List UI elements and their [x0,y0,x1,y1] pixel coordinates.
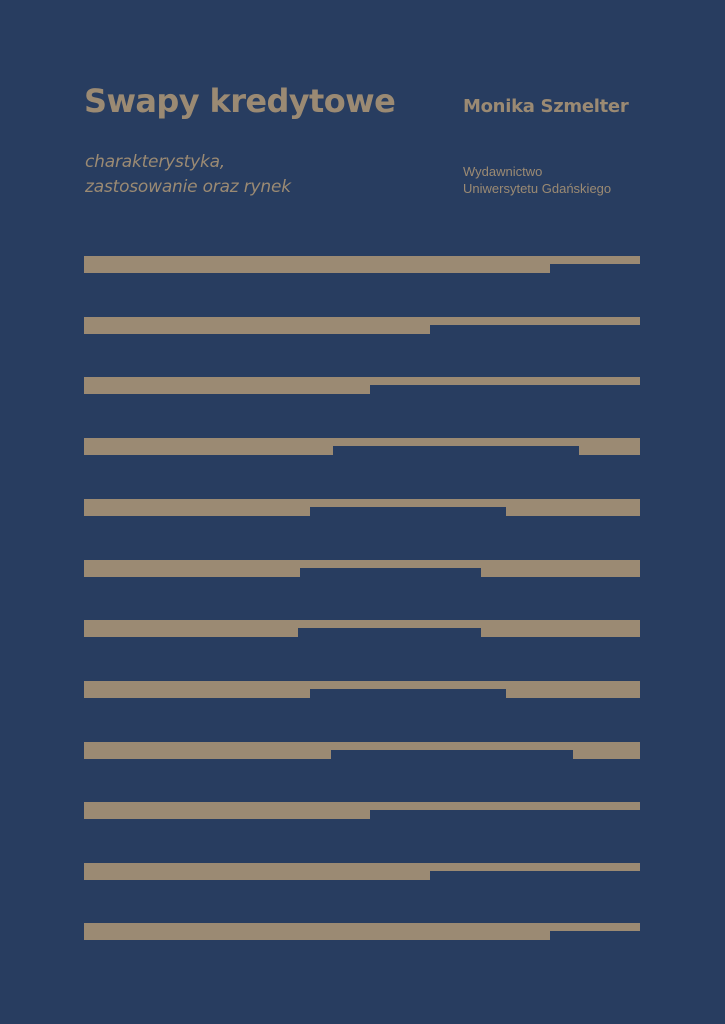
stripe-thick-segment [506,499,640,516]
stripe-thick-segment [84,377,370,394]
stripe-thick-segment [84,256,550,273]
stripe-4 [84,438,640,455]
stripe-3 [84,377,640,394]
stripe-thick-segment [84,620,298,637]
author-name: Monika Szmelter [463,96,629,117]
stripe-1 [84,256,640,273]
stripe-8 [84,681,640,698]
stripe-thick-segment [506,681,640,698]
stripe-7 [84,620,640,637]
stripe-thick-segment [84,499,310,516]
stripe-thick-segment [84,438,333,455]
stripe-thick-segment [481,620,640,637]
stripe-thick-segment [84,923,550,940]
stripe-10 [84,802,640,819]
stripe-thick-segment [84,681,310,698]
stripe-11 [84,863,640,880]
subtitle-line-1: charakterystyka, [85,152,226,172]
stripe-thick-segment [84,560,300,577]
stripe-9 [84,742,640,759]
publisher-line-1: Wydawnictwo [463,164,543,179]
stripe-thick-segment [481,560,640,577]
stripe-thick-segment [573,742,640,759]
stripe-thick-segment [84,802,370,819]
stripe-thick-segment [84,317,430,334]
book-title: Swapy kredytowe [84,82,396,120]
publisher-line-2: Uniwersytetu Gdańskiego [463,181,612,196]
stripe-thick-segment [579,438,640,455]
stripe-thick-segment [84,742,331,759]
stripe-thick-segment [84,863,430,880]
stripe-12 [84,923,640,940]
stripe-5 [84,499,640,516]
subtitle-line-2: zastosowanie oraz rynek [85,177,291,197]
stripe-2 [84,317,640,334]
stripe-6 [84,560,640,577]
